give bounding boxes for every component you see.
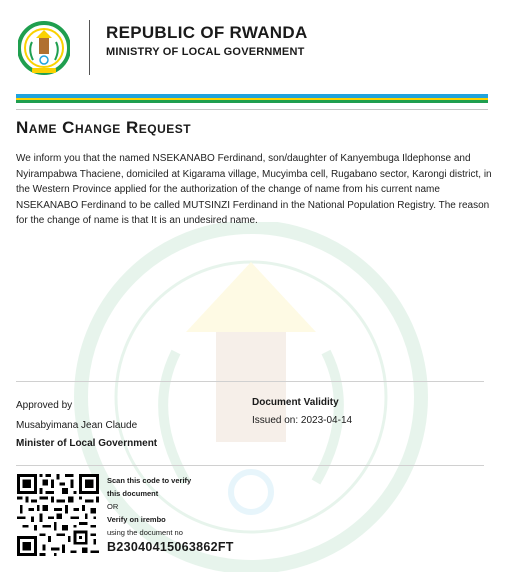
scan-instruction-cont: this document [107,489,159,498]
qr-code-icon[interactable] [17,474,99,556]
coat-of-arms-icon [18,18,70,78]
validity-heading: Document Validity [252,397,339,408]
document-body: We inform you that the named NSEKANABO Ferdinand, son/daughter of Kanyembuga Ildephonse and Nyirampabwa Thaciene, domiciled at Kigarama village, Mucyimba cell, Rugabano sector, Karongi district, in the Western Province applied for the authorization of the change of name from his current name NSEKANABO Ferdinand to be called MUTSINZI Ferdinand in the National Population Registry. The reason for the change of name is that It is an undesired name. [16,153,492,226]
approved-by-label: Approved by [16,400,73,411]
divider [16,381,484,382]
document-no-label: using the document no [107,528,183,537]
approver-name: Musabyimana Jean Claude [16,420,138,431]
or-label: OR [107,502,119,511]
verification-instructions [107,474,191,539]
approver-title: Minister of Local Government [16,438,158,449]
flag-stripe [16,94,488,103]
document-number: B23040415063862FT [107,540,234,554]
issued-date: Issued on: 2023-04-14 [252,415,353,426]
document-title: Name Change Request [16,118,192,137]
ministry-name: MINISTRY OF LOCAL GOVERNMENT [106,46,305,58]
letterhead [0,0,514,90]
scan-instruction: Scan this code to verify [107,476,192,485]
header-divider [89,20,90,75]
divider [16,109,488,110]
divider [16,465,484,466]
country-name: REPUBLIC OF RWANDA [106,23,308,42]
irembo-instruction: Verify on irembo [107,515,166,524]
